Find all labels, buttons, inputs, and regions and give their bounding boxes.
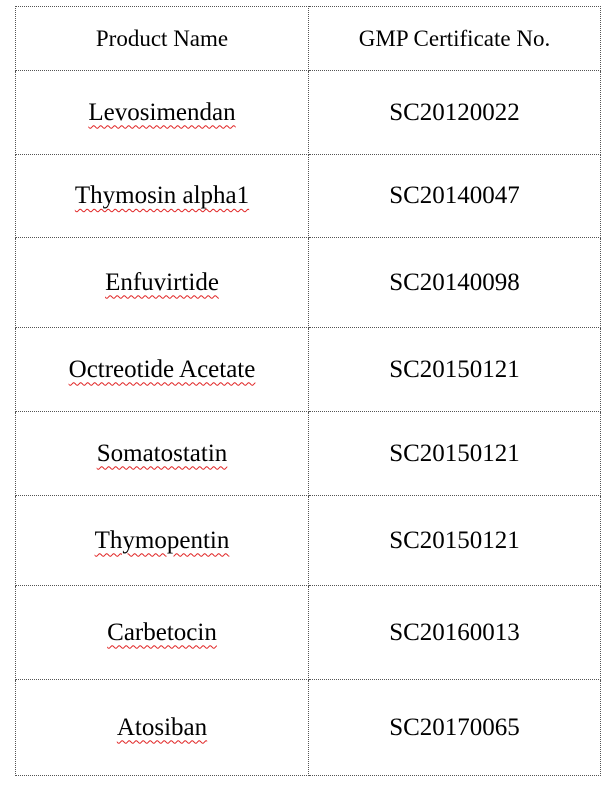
product-name: Somatostatin	[96, 439, 228, 467]
product-name-cell	[16, 71, 309, 155]
product-name-cell	[16, 680, 309, 776]
table-row	[16, 680, 601, 776]
product-name: Thymosin alpha1	[74, 182, 250, 209]
header-product-name: Product Name	[16, 7, 309, 71]
gmp-certificate-table	[15, 6, 601, 776]
certificate-number-cell: SC20150121	[309, 496, 601, 586]
table-row	[16, 586, 601, 680]
table-row	[16, 155, 601, 238]
certificate-number-cell: SC20150121	[309, 328, 601, 412]
gmp-certificate-table-container	[15, 6, 600, 776]
table-row	[16, 238, 601, 328]
product-name: Octreotide Acetate	[68, 355, 256, 383]
table-row	[16, 71, 601, 155]
product-name: Carbetocin	[107, 618, 217, 646]
certificate-number-cell: SC20170065	[309, 680, 601, 776]
product-name: Levosimendan	[88, 98, 236, 126]
product-name: Enfuvirtide	[105, 268, 219, 296]
product-name-cell	[16, 328, 309, 412]
certificate-number-cell: SC20120022	[309, 71, 601, 155]
header-gmp-certificate-no: GMP Certificate No.	[309, 7, 601, 71]
certificate-number-cell: SC20140047	[309, 155, 601, 238]
certificate-number-cell: SC20140098	[309, 238, 601, 328]
product-name-cell	[16, 496, 309, 586]
certificate-number-cell: SC20160013	[309, 586, 601, 680]
table-row	[16, 412, 601, 496]
product-name-cell	[16, 412, 309, 496]
table-row	[16, 328, 601, 412]
certificate-number-cell: SC20150121	[309, 412, 601, 496]
product-name-cell	[16, 238, 309, 328]
table-row	[16, 496, 601, 586]
product-name: Thymopentin	[94, 526, 230, 554]
product-name: Atosiban	[116, 713, 208, 741]
table-header-row	[16, 7, 601, 71]
product-name-cell	[16, 586, 309, 680]
product-name-cell	[16, 155, 309, 238]
